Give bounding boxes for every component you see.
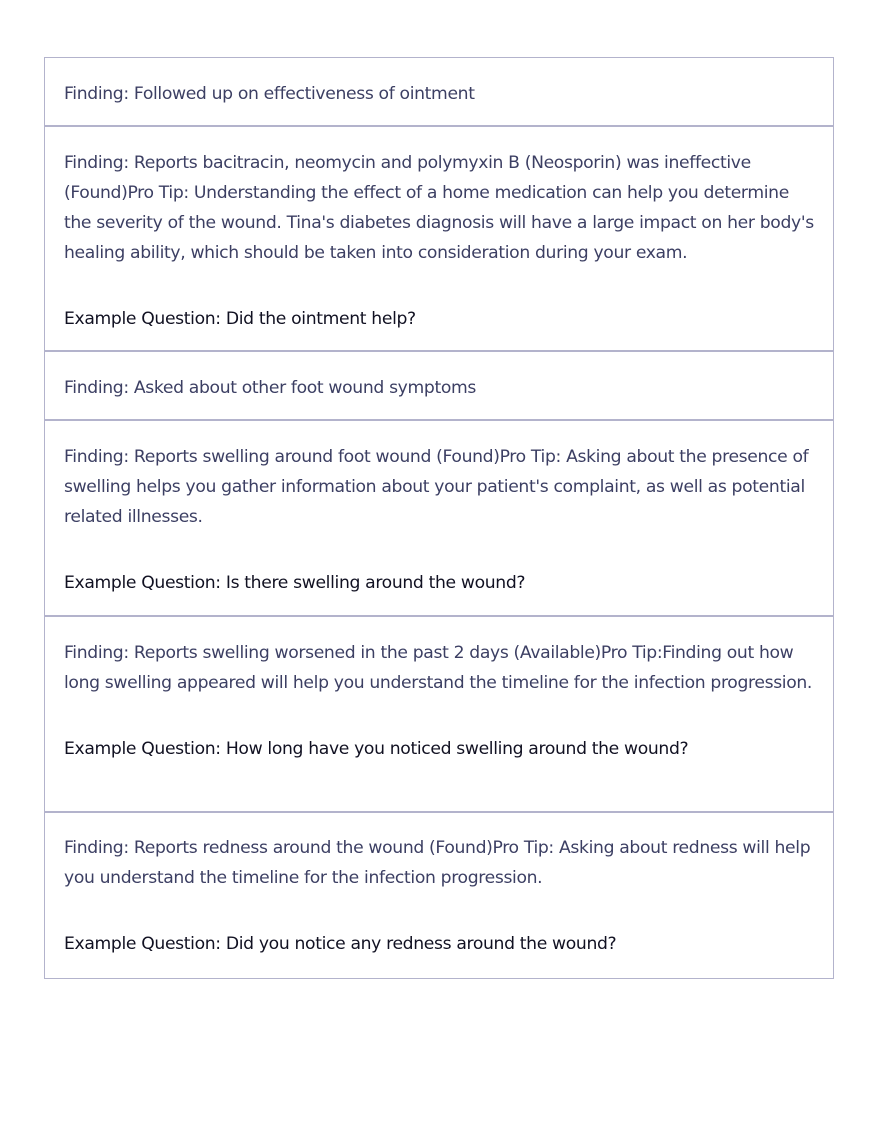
finding-row	[45, 617, 833, 813]
example-question: Example Question: Did you notice any redness around the wound?	[64, 934, 617, 954]
finding-row	[45, 813, 833, 978]
example-question: Example Question: How long have you noticed swelling around the wound?	[64, 739, 689, 759]
finding-row	[45, 58, 833, 127]
finding-text: Finding: Reports redness around the wound (Found)Pro Tip: Asking about redness will help you understand the timeline for the infection progression.	[64, 838, 811, 888]
finding-text: Finding: Reports bacitracin, neomycin and polymyxin B (Neosporin) was ineffective (Found)Pro Tip: Understanding the effect of a home medication can help you determine the severity of the wound. Tina's diabetes diagnosis will have a large impact on her body's healing ability, which should be taken into consideration during your exam.	[64, 153, 814, 263]
finding-text: Finding: Asked about other foot wound symptoms	[64, 378, 477, 398]
findings-table	[44, 57, 834, 979]
finding-text: Finding: Reports swelling around foot wound (Found)Pro Tip: Asking about the presence of swelling helps you gather information about your patient's complaint, as well as potential related illnesses.	[64, 447, 809, 527]
finding-row	[45, 352, 833, 421]
example-question: Example Question: Did the ointment help?	[64, 309, 416, 329]
finding-text: Finding: Followed up on effectiveness of ointment	[64, 84, 475, 104]
finding-row	[45, 421, 833, 617]
example-question: Example Question: Is there swelling around the wound?	[64, 573, 526, 593]
finding-row	[45, 127, 833, 352]
finding-text: Finding: Reports swelling worsened in the past 2 days (Available)Pro Tip:Finding out how long swelling appeared will help you understand the timeline for the infection progression.	[64, 643, 813, 693]
